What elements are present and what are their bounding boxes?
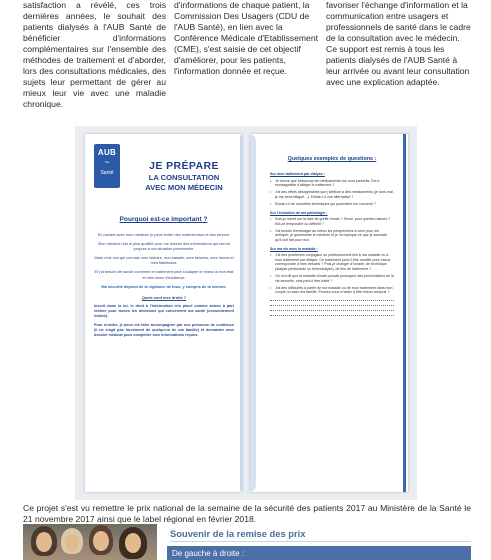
why-heading: Pourquoi est-ce important ? xyxy=(119,216,208,223)
souvenir-title: Souvenir de la remise des prix xyxy=(170,528,306,539)
article-column-3 xyxy=(326,0,471,88)
questions-body xyxy=(270,168,394,317)
person-face xyxy=(93,531,109,551)
decorative-wave-inner xyxy=(240,134,242,492)
person-face xyxy=(65,534,79,552)
article-columns xyxy=(0,0,491,108)
leaflet-title xyxy=(128,160,240,193)
column-1-text: satisfaction a révélé, ces trois dernières années, le souhait des patients dialysés à l'AUB Santé de bénéficier d'informations complémentaires sur l'ensemble des méthodes de traitement et d'aborder, lors des consultations médicales, des sujets leur permettant de gérer au mieux leur vie avec une maladie chronique. xyxy=(23,0,166,109)
prize-paragraph: Ce projet s'est vu remettre le prix national de la semaine de la sécurité des patients 2017 au Ministère de la Santé le 21 novembre 2017 ainsi que le label régional en février 2018. xyxy=(23,503,471,524)
section-heading: Sur ma vie avec la maladie : xyxy=(270,246,318,251)
souvenir-caption: De gauche à droite : xyxy=(172,549,245,558)
leaflet-image xyxy=(75,126,417,500)
questions-heading: Quelques exemples de questions : xyxy=(287,156,377,162)
leaflet-title-line-3: AVEC MON MÉDECIN xyxy=(145,183,223,192)
leaflet-paragraph: Mon médecin est le plus qualifié pour me donner des informations qui seront propres à ma situation personnelle. xyxy=(98,241,230,252)
question-item: • J'ai besoin d'envisager au mieux les perspectives à venir pour les anticiper, je questionne le médecin et je lui explique ce que je souhaite qu'il soit fait pour moi. xyxy=(270,229,394,243)
question-item: • Suis-je inscrit sur la liste de greffe rénale ? Sinon, pour quelles raisons ? Est-ce temporaire ou définitif ? xyxy=(270,217,394,226)
leaflet-emphasis: Ma sécurité dépend de la vigilance de tous, y compris de la mienne. xyxy=(101,283,227,289)
section-heading: Sur l'évolution de ma pathologie : xyxy=(270,210,328,215)
aub-sante-logo xyxy=(94,144,120,188)
article-column-1 xyxy=(23,0,166,110)
leaflet-paragraph: Et j'ai besoin de savoir comment le traitement peut s'adapter le mieux à mon état et mes choix d'existence. xyxy=(94,269,234,280)
decorative-wave xyxy=(250,134,256,492)
question-item: • J'ai des difficultés à parler de ma maladie ou de mon traitement dans mon couple ou avec ma famille. Pouvez-vous m'aider à être mieux compris ? xyxy=(270,286,394,295)
logo-wave-icon: ~ xyxy=(104,157,110,167)
leaflet-left-body xyxy=(94,232,234,342)
rights-heading: Quels sont mes droits ? xyxy=(141,294,187,300)
question-item: • Je trouve que beaucoup de médicaments me sont prescrits. Est-il envisageable d'alléger le traitement ? xyxy=(270,179,394,188)
column-3-text: favoriser l'échange d'information et la communication entre usagers et professionnels de santé dans le cadre de la consultation avec le médecin. Ce support est remis à tous les patients dialysés de l'AUB Santé à leur arrivée ou avant leur consultation avec une explication adaptée. xyxy=(326,0,471,87)
logo-aub-text: AUB xyxy=(97,148,117,157)
decorative-stripe xyxy=(403,134,406,492)
support-text: Pour m'aider, je peux me faire accompagner par une personne de confiance (il ne s'agit pas forcément de quelqu'un de ma famille) et demander mon dossier médical pour compléter mes informations reçues. xyxy=(94,322,234,337)
rights-text: Inscrit dans la loi, le droit à l'information m'a placé comme acteur à part entière pour toutes les décisions qui concernent ma santé (consentement éclairé). xyxy=(94,303,234,318)
souvenir-caption-band xyxy=(167,546,471,560)
leaflet-title-line-1: JE PRÉPARE xyxy=(149,160,219,172)
blank-line xyxy=(270,312,394,316)
leaflet-paragraph xyxy=(94,323,234,338)
article-column-2 xyxy=(174,0,324,77)
blank-line xyxy=(270,307,394,311)
leaflet-title-line-2: LA CONSULTATION xyxy=(148,173,220,182)
question-item: • On m'a dit que la maladie rénale pouvait provoquer des perturbations de la vie sexuelle, cela peut-il être traité ? xyxy=(270,274,394,283)
leaflet-paragraph: En parlant avec mon médecin je peux éviter des malentendus et des erreurs. xyxy=(97,232,231,237)
person-face xyxy=(36,532,52,552)
question-item: • J'ai des effets désagréables que j'attribue à des médicaments (je dors mal, je me sens fatigué…). Existe-t-il une alternative ? xyxy=(270,190,394,199)
leaflet-left-page xyxy=(85,134,242,492)
leaflet-paragraph xyxy=(94,304,234,319)
souvenir-divider xyxy=(170,541,471,542)
leaflet-paragraph: Mais c'est moi qui connais mon histoire, ma maladie, mes besoins, mes forces et mes faiblesses. xyxy=(94,255,234,266)
section-heading: Sur mon traitement par dialyse : xyxy=(270,172,325,176)
blank-line xyxy=(270,297,394,301)
leaflet-right-page xyxy=(250,134,408,492)
column-2-text: d'informations de chaque patient, la Commission Des Usagers (CDU de l'AUB Santé), en lien avec la Conférence Médicale d'Etablissement (CME), s'est saisie de cet objectif d'améliorer, pour les patients, l'information donnée et reçue. xyxy=(174,0,318,76)
blank-line xyxy=(270,302,394,306)
logo-sante-text: Santé xyxy=(100,170,114,176)
person-face xyxy=(125,533,141,553)
question-item: • J'ai des problèmes conjugaux ou professionnels liés à ma maladie ou à mon traitement par dialyse. Ce traitement peut-il être modifié pour mieux correspondre à mes besoins ? Puis-je changer d'horaire, de technique (dialyse péritonéale ou hémodialyse), de lieu de traitement ? xyxy=(270,253,394,271)
question-item: • Existe-t-il de nouvelles techniques qui pourraient me convenir ? xyxy=(270,202,394,207)
award-photo xyxy=(23,524,157,560)
